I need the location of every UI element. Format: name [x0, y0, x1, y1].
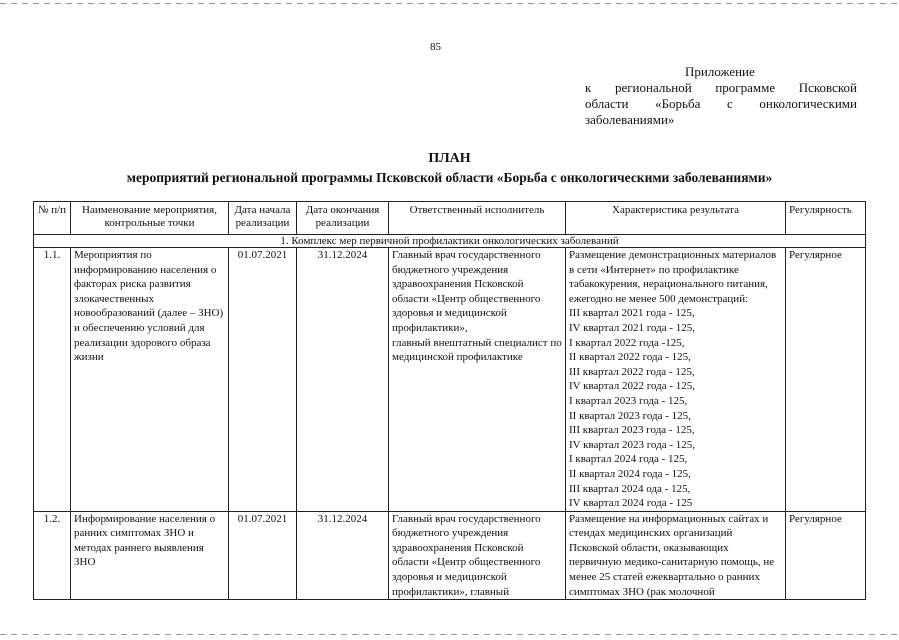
row-regularity: Регулярное [786, 511, 866, 600]
row-executor [389, 248, 566, 512]
row-end: 31.12.2024 [297, 248, 389, 512]
result-item: II квартал 2022 года - 125, [569, 351, 691, 364]
plan-table [33, 201, 866, 600]
row-result: Размещение на информационных сайтах и стендах медицинских организаций Псковской области, оказывающих первичную медико-санитарную помощь, не менее 25 статей ежеквартально о ранних симптомах ЗНО (рак молочной [566, 511, 786, 600]
appendix-line: заболеваниями» [585, 112, 675, 127]
result-item: III квартал 2021 года - 125, [569, 307, 695, 320]
section-row [34, 235, 866, 248]
appendix-line: к региональной программе Псковской [585, 80, 857, 95]
result-item: I квартал 2024 года - 125, [569, 453, 688, 466]
scan-edge-bottom [0, 634, 899, 635]
result-item: IV квартал 2021 года - 125, [569, 321, 696, 334]
result-item: IV квартал 2024 года - 125 [569, 497, 693, 510]
header-end: Дата окончания реализации [297, 202, 389, 235]
result-item: I квартал 2023 года - 125, [569, 394, 688, 407]
page-number: 85 [430, 41, 441, 53]
header-name: Наименование мероприятия, контрольные точки [71, 202, 229, 235]
row-executor: Главный врач государственного бюджетного учреждения здравоохранения Псковской области «Центр общественного здоровья и медицинской профилактики», главный [389, 511, 566, 600]
row-result [566, 248, 786, 512]
header-executor: Ответственный исполнитель [389, 202, 566, 235]
appendix-line: Приложение [685, 64, 755, 79]
header-num: № п/п [34, 202, 71, 235]
result-item: III квартал 2023 года - 125, [569, 424, 695, 437]
section-title: 1. Комплекс мер первичной профилактики онкологических заболеваний [34, 235, 866, 248]
row-num: 1.2. [34, 511, 71, 600]
result-item: III квартал 2022 года - 125, [569, 365, 695, 378]
result-item: III квартал 2024 ода - 125, [569, 482, 691, 495]
row-end: 31.12.2024 [297, 511, 389, 600]
row-num: 1.1. [34, 248, 71, 512]
appendix-line: области «Борьба с онкологическими [585, 96, 857, 111]
table-row [34, 248, 866, 512]
scan-edge-top [0, 3, 899, 4]
row-regularity: Регулярное [786, 248, 866, 512]
executor-part: главный внештатный специалист по медицинской профилактике [392, 336, 562, 364]
result-item: II квартал 2023 года - 125, [569, 409, 691, 422]
result-item: IV квартал 2022 года - 125, [569, 380, 696, 393]
result-item: I квартал 2022 года -125, [569, 336, 685, 349]
document-subtitle: мероприятий региональной программы Псковской области «Борьба с онкологическими заболеваниями» [126, 170, 773, 185]
result-intro: Размещение демонстрационных материалов в сети «Интернет» по профилактике табакокурения, нерационального питания, ежегодно не менее 500 демонстраций: [569, 249, 777, 305]
row-name: Информирование населения о ранних симптомах ЗНО и методах раннего выявления ЗНО [71, 511, 229, 600]
row-name: Мероприятия по информированию населения о факторах риска развития злокачественных новообразований (далее – ЗНО) и обеспечению условий для реализации здорового образа жизни [71, 248, 229, 512]
table-header-row [34, 202, 866, 235]
table-row [34, 511, 866, 600]
executor-part: Главный врач государственного бюджетного учреждения здравоохранения Псковской области «Центр общественного здоровья и медицинской профилактики», [392, 249, 541, 334]
header-start: Дата начала реализации [229, 202, 297, 235]
appendix-note [585, 64, 857, 128]
document-title: ПЛАН [428, 151, 471, 166]
result-item: IV квартал 2023 года - 125, [569, 438, 696, 451]
row-start: 01.07.2021 [229, 511, 297, 600]
row-start: 01.07.2021 [229, 248, 297, 512]
result-item: II квартал 2024 года - 125, [569, 467, 691, 480]
header-regularity: Регулярность [786, 202, 866, 235]
header-result: Характеристика результата [566, 202, 786, 235]
